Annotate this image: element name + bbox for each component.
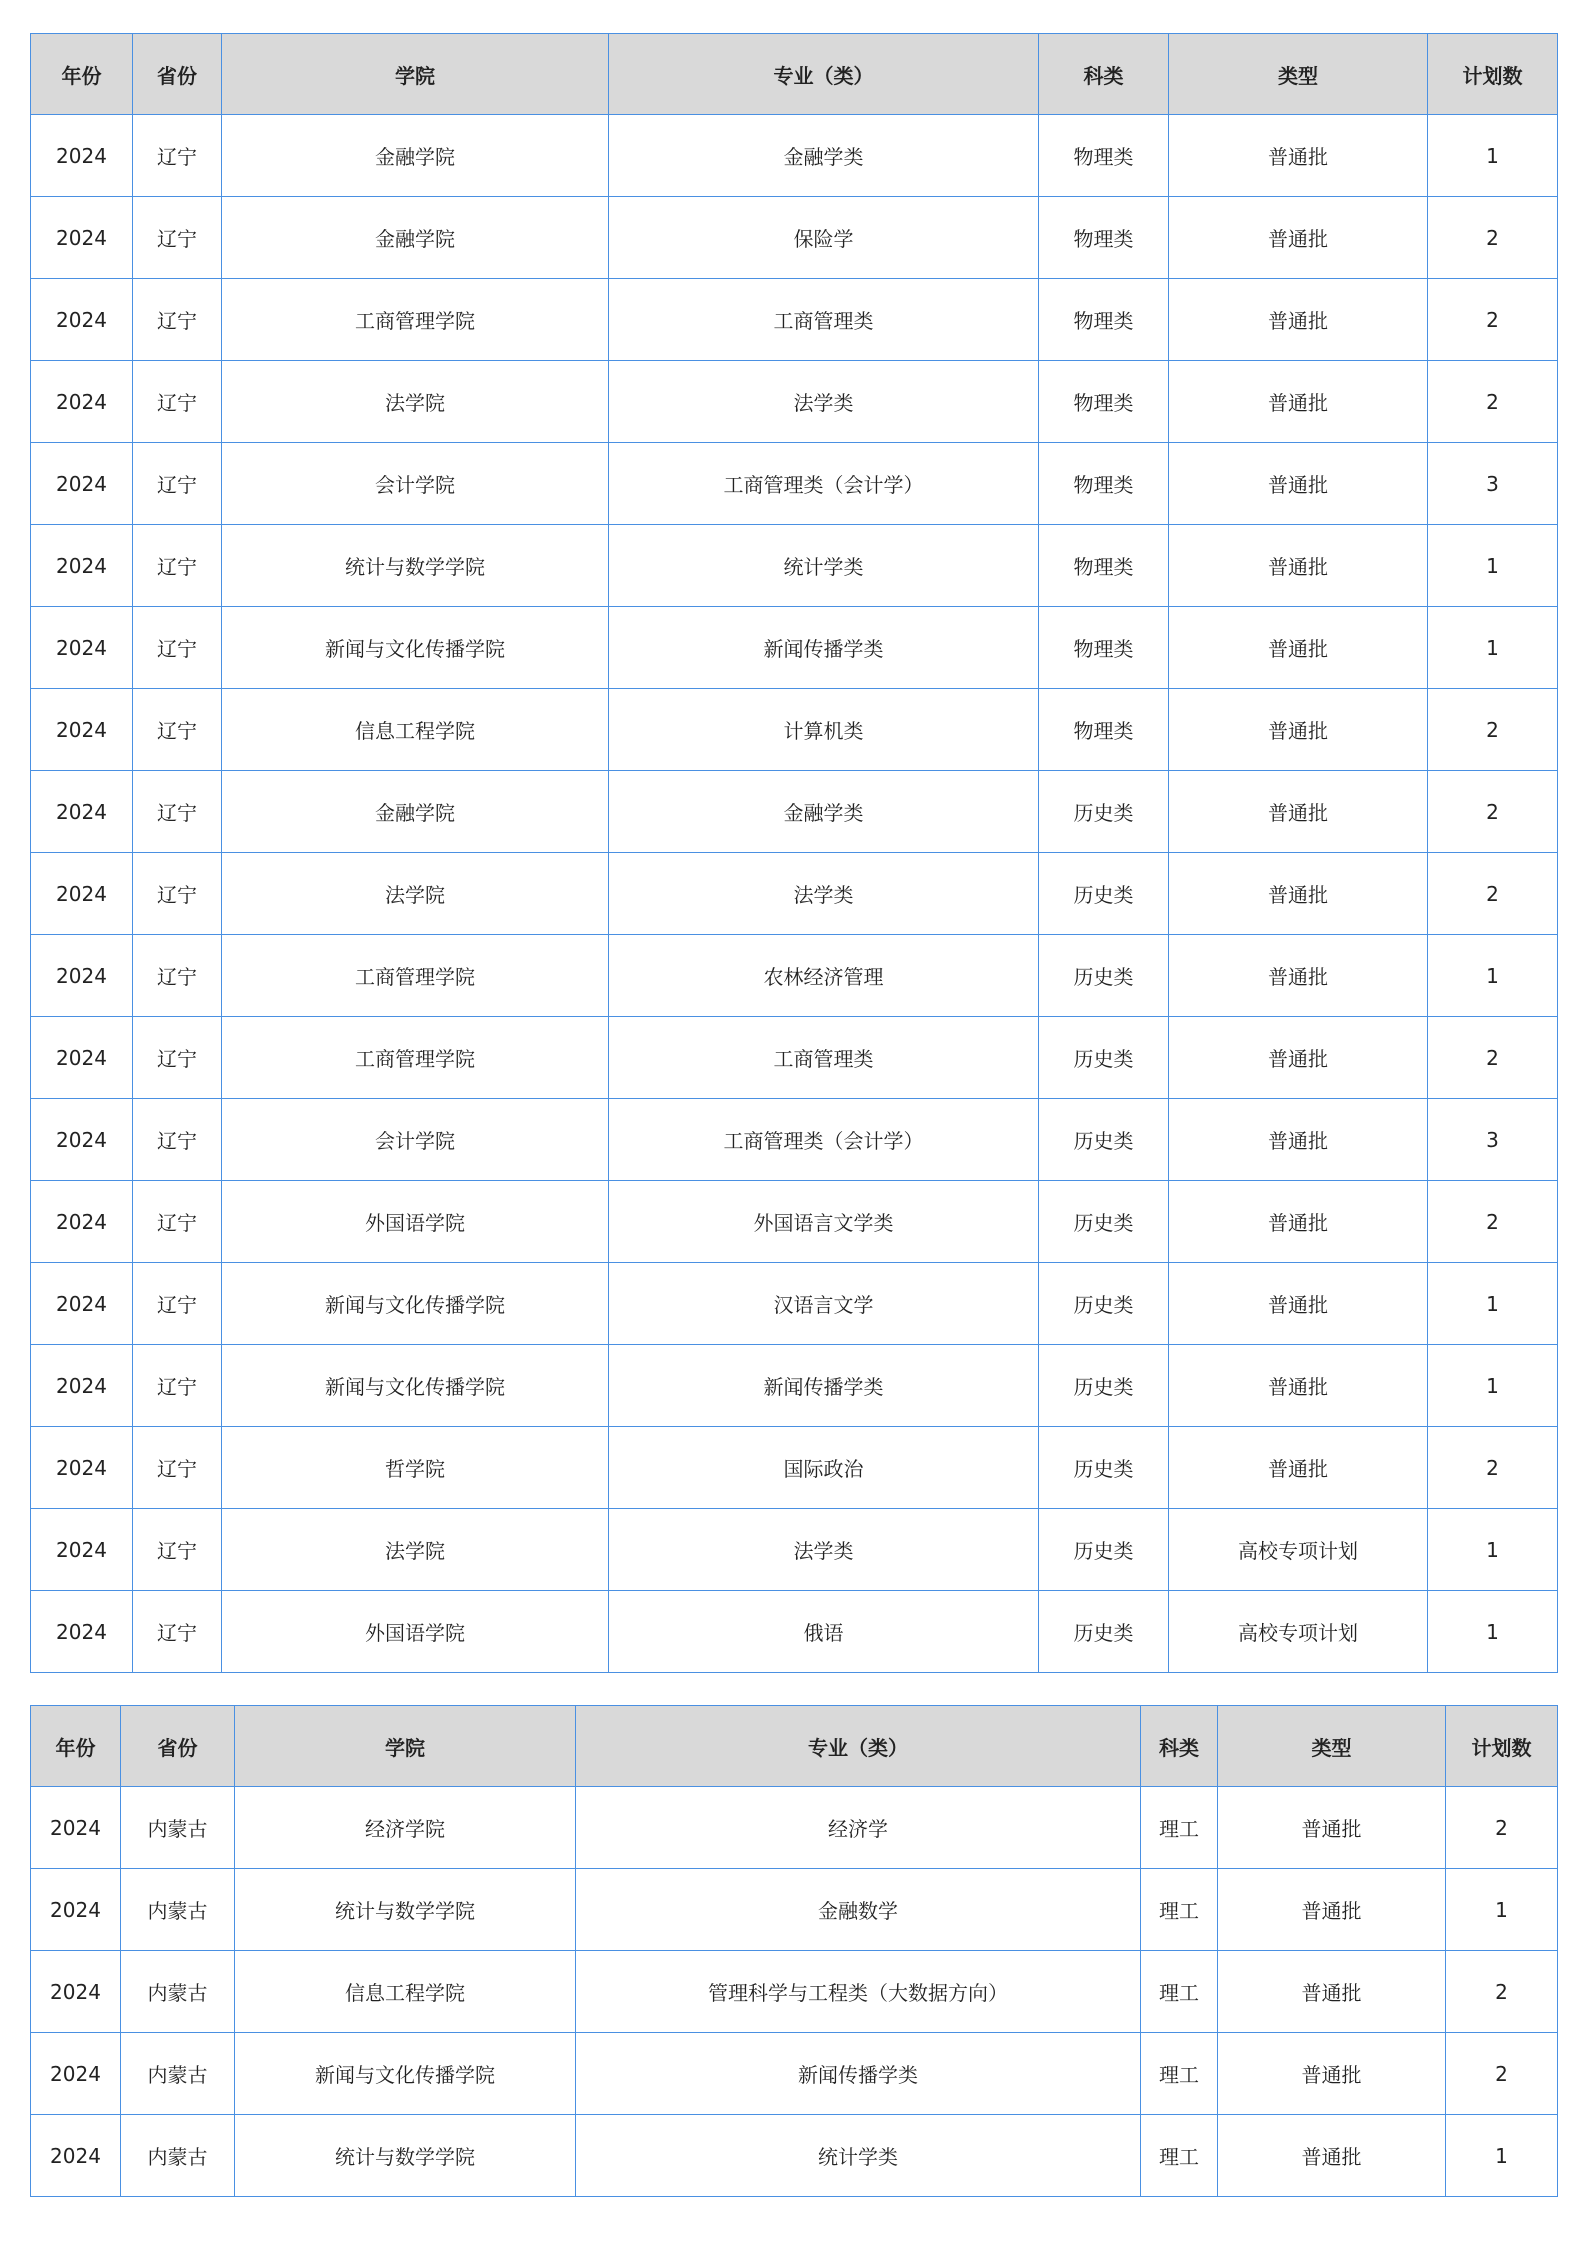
cell-admission-type: 普通批 — [1169, 443, 1428, 525]
cell-province: 辽宁 — [133, 1427, 222, 1509]
cell-plan-count: 2 — [1446, 2033, 1558, 2115]
column-header-plan-count: 计划数 — [1446, 1706, 1558, 1787]
column-header-college: 学院 — [222, 34, 609, 115]
table-row — [31, 2115, 1558, 2197]
header-row — [31, 1706, 1558, 1787]
cell-major: 法学类 — [609, 853, 1039, 935]
cell-major: 农林经济管理 — [609, 935, 1039, 1017]
cell-province: 内蒙古 — [121, 1869, 235, 1951]
cell-year: 2024 — [31, 1951, 121, 2033]
column-header-year: 年份 — [31, 34, 133, 115]
cell-admission-type: 普通批 — [1169, 607, 1428, 689]
cell-major: 金融学类 — [609, 115, 1039, 197]
table-header — [31, 34, 1558, 115]
cell-province: 内蒙古 — [121, 2115, 235, 2197]
cell-plan-count: 2 — [1428, 771, 1558, 853]
cell-subject-category: 理工 — [1141, 2115, 1218, 2197]
cell-year: 2024 — [31, 771, 133, 853]
cell-major: 工商管理类 — [609, 279, 1039, 361]
cell-plan-count: 1 — [1446, 1869, 1558, 1951]
cell-admission-type: 普通批 — [1169, 525, 1428, 607]
cell-province: 辽宁 — [133, 1099, 222, 1181]
cell-plan-count: 1 — [1428, 1345, 1558, 1427]
cell-plan-count: 2 — [1428, 689, 1558, 771]
table-row — [31, 1099, 1558, 1181]
cell-year: 2024 — [31, 1427, 133, 1509]
cell-admission-type: 普通批 — [1169, 689, 1428, 771]
cell-plan-count: 1 — [1428, 935, 1558, 1017]
cell-college: 统计与数学学院 — [222, 525, 609, 607]
cell-admission-type: 普通批 — [1169, 935, 1428, 1017]
cell-major: 俄语 — [609, 1591, 1039, 1673]
cell-major: 经济学 — [576, 1787, 1141, 1869]
cell-subject-category: 理工 — [1141, 1951, 1218, 2033]
cell-subject-category: 历史类 — [1039, 1345, 1169, 1427]
enrollment-plan-table-liaoning — [30, 33, 1558, 1673]
cell-college: 外国语学院 — [222, 1591, 609, 1673]
column-header-subject-category: 科类 — [1039, 34, 1169, 115]
header-row — [31, 34, 1558, 115]
cell-admission-type: 普通批 — [1218, 1787, 1446, 1869]
cell-year: 2024 — [31, 279, 133, 361]
cell-college: 法学院 — [222, 361, 609, 443]
cell-subject-category: 物理类 — [1039, 443, 1169, 525]
cell-admission-type: 普通批 — [1169, 1427, 1428, 1509]
column-header-admission-type: 类型 — [1169, 34, 1428, 115]
cell-plan-count: 1 — [1446, 2115, 1558, 2197]
cell-major: 计算机类 — [609, 689, 1039, 771]
column-header-subject-category: 科类 — [1141, 1706, 1218, 1787]
table-row — [31, 1345, 1558, 1427]
table-row — [31, 1787, 1558, 1869]
cell-year: 2024 — [31, 1263, 133, 1345]
cell-college: 会计学院 — [222, 443, 609, 525]
cell-subject-category: 理工 — [1141, 1787, 1218, 1869]
cell-admission-type: 普通批 — [1218, 1869, 1446, 1951]
cell-year: 2024 — [31, 1509, 133, 1591]
table-row — [31, 689, 1558, 771]
cell-major: 统计学类 — [609, 525, 1039, 607]
cell-year: 2024 — [31, 443, 133, 525]
cell-province: 辽宁 — [133, 853, 222, 935]
cell-province: 辽宁 — [133, 115, 222, 197]
cell-college: 外国语学院 — [222, 1181, 609, 1263]
cell-major: 工商管理类 — [609, 1017, 1039, 1099]
cell-province: 辽宁 — [133, 443, 222, 525]
column-header-college: 学院 — [235, 1706, 576, 1787]
cell-year: 2024 — [31, 2033, 121, 2115]
table-row — [31, 1427, 1558, 1509]
cell-major: 金融学类 — [609, 771, 1039, 853]
cell-subject-category: 理工 — [1141, 1869, 1218, 1951]
cell-province: 辽宁 — [133, 1181, 222, 1263]
cell-major: 外国语言文学类 — [609, 1181, 1039, 1263]
cell-year: 2024 — [31, 525, 133, 607]
cell-admission-type: 普通批 — [1218, 2033, 1446, 2115]
cell-admission-type: 普通批 — [1169, 279, 1428, 361]
table-body — [31, 115, 1558, 1673]
cell-subject-category: 历史类 — [1039, 935, 1169, 1017]
cell-subject-category: 物理类 — [1039, 197, 1169, 279]
cell-college: 工商管理学院 — [222, 1017, 609, 1099]
cell-admission-type: 普通批 — [1169, 197, 1428, 279]
cell-major: 保险学 — [609, 197, 1039, 279]
cell-plan-count: 2 — [1428, 1427, 1558, 1509]
cell-subject-category: 物理类 — [1039, 607, 1169, 689]
cell-admission-type: 高校专项计划 — [1169, 1509, 1428, 1591]
cell-subject-category: 物理类 — [1039, 279, 1169, 361]
cell-admission-type: 普通批 — [1169, 115, 1428, 197]
cell-province: 辽宁 — [133, 771, 222, 853]
cell-subject-category: 物理类 — [1039, 525, 1169, 607]
cell-college: 哲学院 — [222, 1427, 609, 1509]
cell-subject-category: 历史类 — [1039, 1017, 1169, 1099]
table-row — [31, 771, 1558, 853]
cell-college: 统计与数学学院 — [235, 1869, 576, 1951]
cell-subject-category: 物理类 — [1039, 361, 1169, 443]
cell-subject-category: 历史类 — [1039, 853, 1169, 935]
cell-admission-type: 普通批 — [1169, 1181, 1428, 1263]
cell-year: 2024 — [31, 115, 133, 197]
cell-province: 辽宁 — [133, 1263, 222, 1345]
column-header-major: 专业（类） — [576, 1706, 1141, 1787]
table-row — [31, 935, 1558, 1017]
table-row — [31, 607, 1558, 689]
cell-year: 2024 — [31, 2115, 121, 2197]
table-body — [31, 1787, 1558, 2197]
cell-province: 辽宁 — [133, 197, 222, 279]
cell-college: 金融学院 — [222, 115, 609, 197]
cell-subject-category: 历史类 — [1039, 1509, 1169, 1591]
cell-college: 工商管理学院 — [222, 279, 609, 361]
cell-province: 辽宁 — [133, 1017, 222, 1099]
cell-major: 新闻传播学类 — [576, 2033, 1141, 2115]
cell-college: 金融学院 — [222, 771, 609, 853]
cell-subject-category: 历史类 — [1039, 1099, 1169, 1181]
table-row — [31, 853, 1558, 935]
cell-plan-count: 2 — [1446, 1951, 1558, 2033]
cell-plan-count: 2 — [1428, 1181, 1558, 1263]
cell-college: 新闻与文化传播学院 — [235, 2033, 576, 2115]
cell-year: 2024 — [31, 1787, 121, 1869]
cell-college: 新闻与文化传播学院 — [222, 1345, 609, 1427]
cell-college: 新闻与文化传播学院 — [222, 607, 609, 689]
table-row — [31, 1509, 1558, 1591]
cell-college: 法学院 — [222, 1509, 609, 1591]
cell-province: 内蒙古 — [121, 1951, 235, 2033]
cell-admission-type: 普通批 — [1169, 1017, 1428, 1099]
table-row — [31, 443, 1558, 525]
column-header-admission-type: 类型 — [1218, 1706, 1446, 1787]
cell-college: 统计与数学学院 — [235, 2115, 576, 2197]
cell-year: 2024 — [31, 1869, 121, 1951]
table-row — [31, 1181, 1558, 1263]
table-row — [31, 1869, 1558, 1951]
cell-year: 2024 — [31, 689, 133, 771]
cell-subject-category: 历史类 — [1039, 1427, 1169, 1509]
table-row — [31, 1591, 1558, 1673]
cell-college: 金融学院 — [222, 197, 609, 279]
cell-plan-count: 2 — [1446, 1787, 1558, 1869]
cell-college: 工商管理学院 — [222, 935, 609, 1017]
column-header-plan-count: 计划数 — [1428, 34, 1558, 115]
column-header-province: 省份 — [133, 34, 222, 115]
cell-year: 2024 — [31, 853, 133, 935]
cell-province: 辽宁 — [133, 689, 222, 771]
cell-plan-count: 3 — [1428, 1099, 1558, 1181]
cell-plan-count: 1 — [1428, 607, 1558, 689]
cell-province: 内蒙古 — [121, 2033, 235, 2115]
column-header-province: 省份 — [121, 1706, 235, 1787]
table-row — [31, 279, 1558, 361]
table-row — [31, 1263, 1558, 1345]
cell-subject-category: 理工 — [1141, 2033, 1218, 2115]
cell-admission-type: 普通批 — [1218, 2115, 1446, 2197]
cell-college: 新闻与文化传播学院 — [222, 1263, 609, 1345]
cell-province: 辽宁 — [133, 279, 222, 361]
cell-plan-count: 2 — [1428, 279, 1558, 361]
table-header — [31, 1706, 1558, 1787]
table-row — [31, 361, 1558, 443]
cell-major: 国际政治 — [609, 1427, 1039, 1509]
cell-province: 辽宁 — [133, 607, 222, 689]
cell-major: 工商管理类（会计学） — [609, 443, 1039, 525]
cell-admission-type: 普通批 — [1169, 771, 1428, 853]
cell-admission-type: 普通批 — [1169, 1099, 1428, 1181]
cell-year: 2024 — [31, 1591, 133, 1673]
cell-year: 2024 — [31, 935, 133, 1017]
cell-province: 辽宁 — [133, 1345, 222, 1427]
cell-major: 法学类 — [609, 361, 1039, 443]
column-header-year: 年份 — [31, 1706, 121, 1787]
cell-plan-count: 3 — [1428, 443, 1558, 525]
cell-year: 2024 — [31, 361, 133, 443]
cell-major: 工商管理类（会计学） — [609, 1099, 1039, 1181]
table-row — [31, 2033, 1558, 2115]
cell-plan-count: 2 — [1428, 853, 1558, 935]
cell-year: 2024 — [31, 607, 133, 689]
cell-college: 信息工程学院 — [235, 1951, 576, 2033]
cell-year: 2024 — [31, 1099, 133, 1181]
cell-province: 辽宁 — [133, 935, 222, 1017]
cell-plan-count: 1 — [1428, 1591, 1558, 1673]
cell-province: 辽宁 — [133, 1509, 222, 1591]
cell-college: 会计学院 — [222, 1099, 609, 1181]
cell-admission-type: 普通批 — [1169, 1263, 1428, 1345]
cell-admission-type: 高校专项计划 — [1169, 1591, 1428, 1673]
table-row — [31, 1017, 1558, 1099]
cell-subject-category: 历史类 — [1039, 1591, 1169, 1673]
cell-year: 2024 — [31, 1181, 133, 1263]
cell-major: 金融数学 — [576, 1869, 1141, 1951]
cell-plan-count: 2 — [1428, 361, 1558, 443]
cell-plan-count: 1 — [1428, 1509, 1558, 1591]
table-row — [31, 197, 1558, 279]
cell-year: 2024 — [31, 1017, 133, 1099]
cell-subject-category: 物理类 — [1039, 689, 1169, 771]
cell-subject-category: 物理类 — [1039, 115, 1169, 197]
cell-major: 法学类 — [609, 1509, 1039, 1591]
cell-admission-type: 普通批 — [1218, 1951, 1446, 2033]
cell-province: 辽宁 — [133, 1591, 222, 1673]
enrollment-plan-table-neimenggu — [30, 1705, 1558, 2197]
cell-admission-type: 普通批 — [1169, 361, 1428, 443]
cell-admission-type: 普通批 — [1169, 1345, 1428, 1427]
cell-province: 辽宁 — [133, 525, 222, 607]
cell-major: 新闻传播学类 — [609, 1345, 1039, 1427]
table-row — [31, 525, 1558, 607]
column-header-major: 专业（类） — [609, 34, 1039, 115]
cell-plan-count: 2 — [1428, 1017, 1558, 1099]
table-row — [31, 1951, 1558, 2033]
cell-major: 新闻传播学类 — [609, 607, 1039, 689]
cell-plan-count: 1 — [1428, 115, 1558, 197]
cell-plan-count: 1 — [1428, 525, 1558, 607]
cell-college: 法学院 — [222, 853, 609, 935]
cell-subject-category: 历史类 — [1039, 1263, 1169, 1345]
cell-year: 2024 — [31, 197, 133, 279]
cell-major: 管理科学与工程类（大数据方向） — [576, 1951, 1141, 2033]
cell-province: 内蒙古 — [121, 1787, 235, 1869]
cell-year: 2024 — [31, 1345, 133, 1427]
cell-college: 经济学院 — [235, 1787, 576, 1869]
cell-subject-category: 历史类 — [1039, 771, 1169, 853]
cell-major: 统计学类 — [576, 2115, 1141, 2197]
cell-plan-count: 2 — [1428, 197, 1558, 279]
cell-subject-category: 历史类 — [1039, 1181, 1169, 1263]
cell-province: 辽宁 — [133, 361, 222, 443]
cell-plan-count: 1 — [1428, 1263, 1558, 1345]
cell-college: 信息工程学院 — [222, 689, 609, 771]
cell-major: 汉语言文学 — [609, 1263, 1039, 1345]
cell-admission-type: 普通批 — [1169, 853, 1428, 935]
table-row — [31, 115, 1558, 197]
